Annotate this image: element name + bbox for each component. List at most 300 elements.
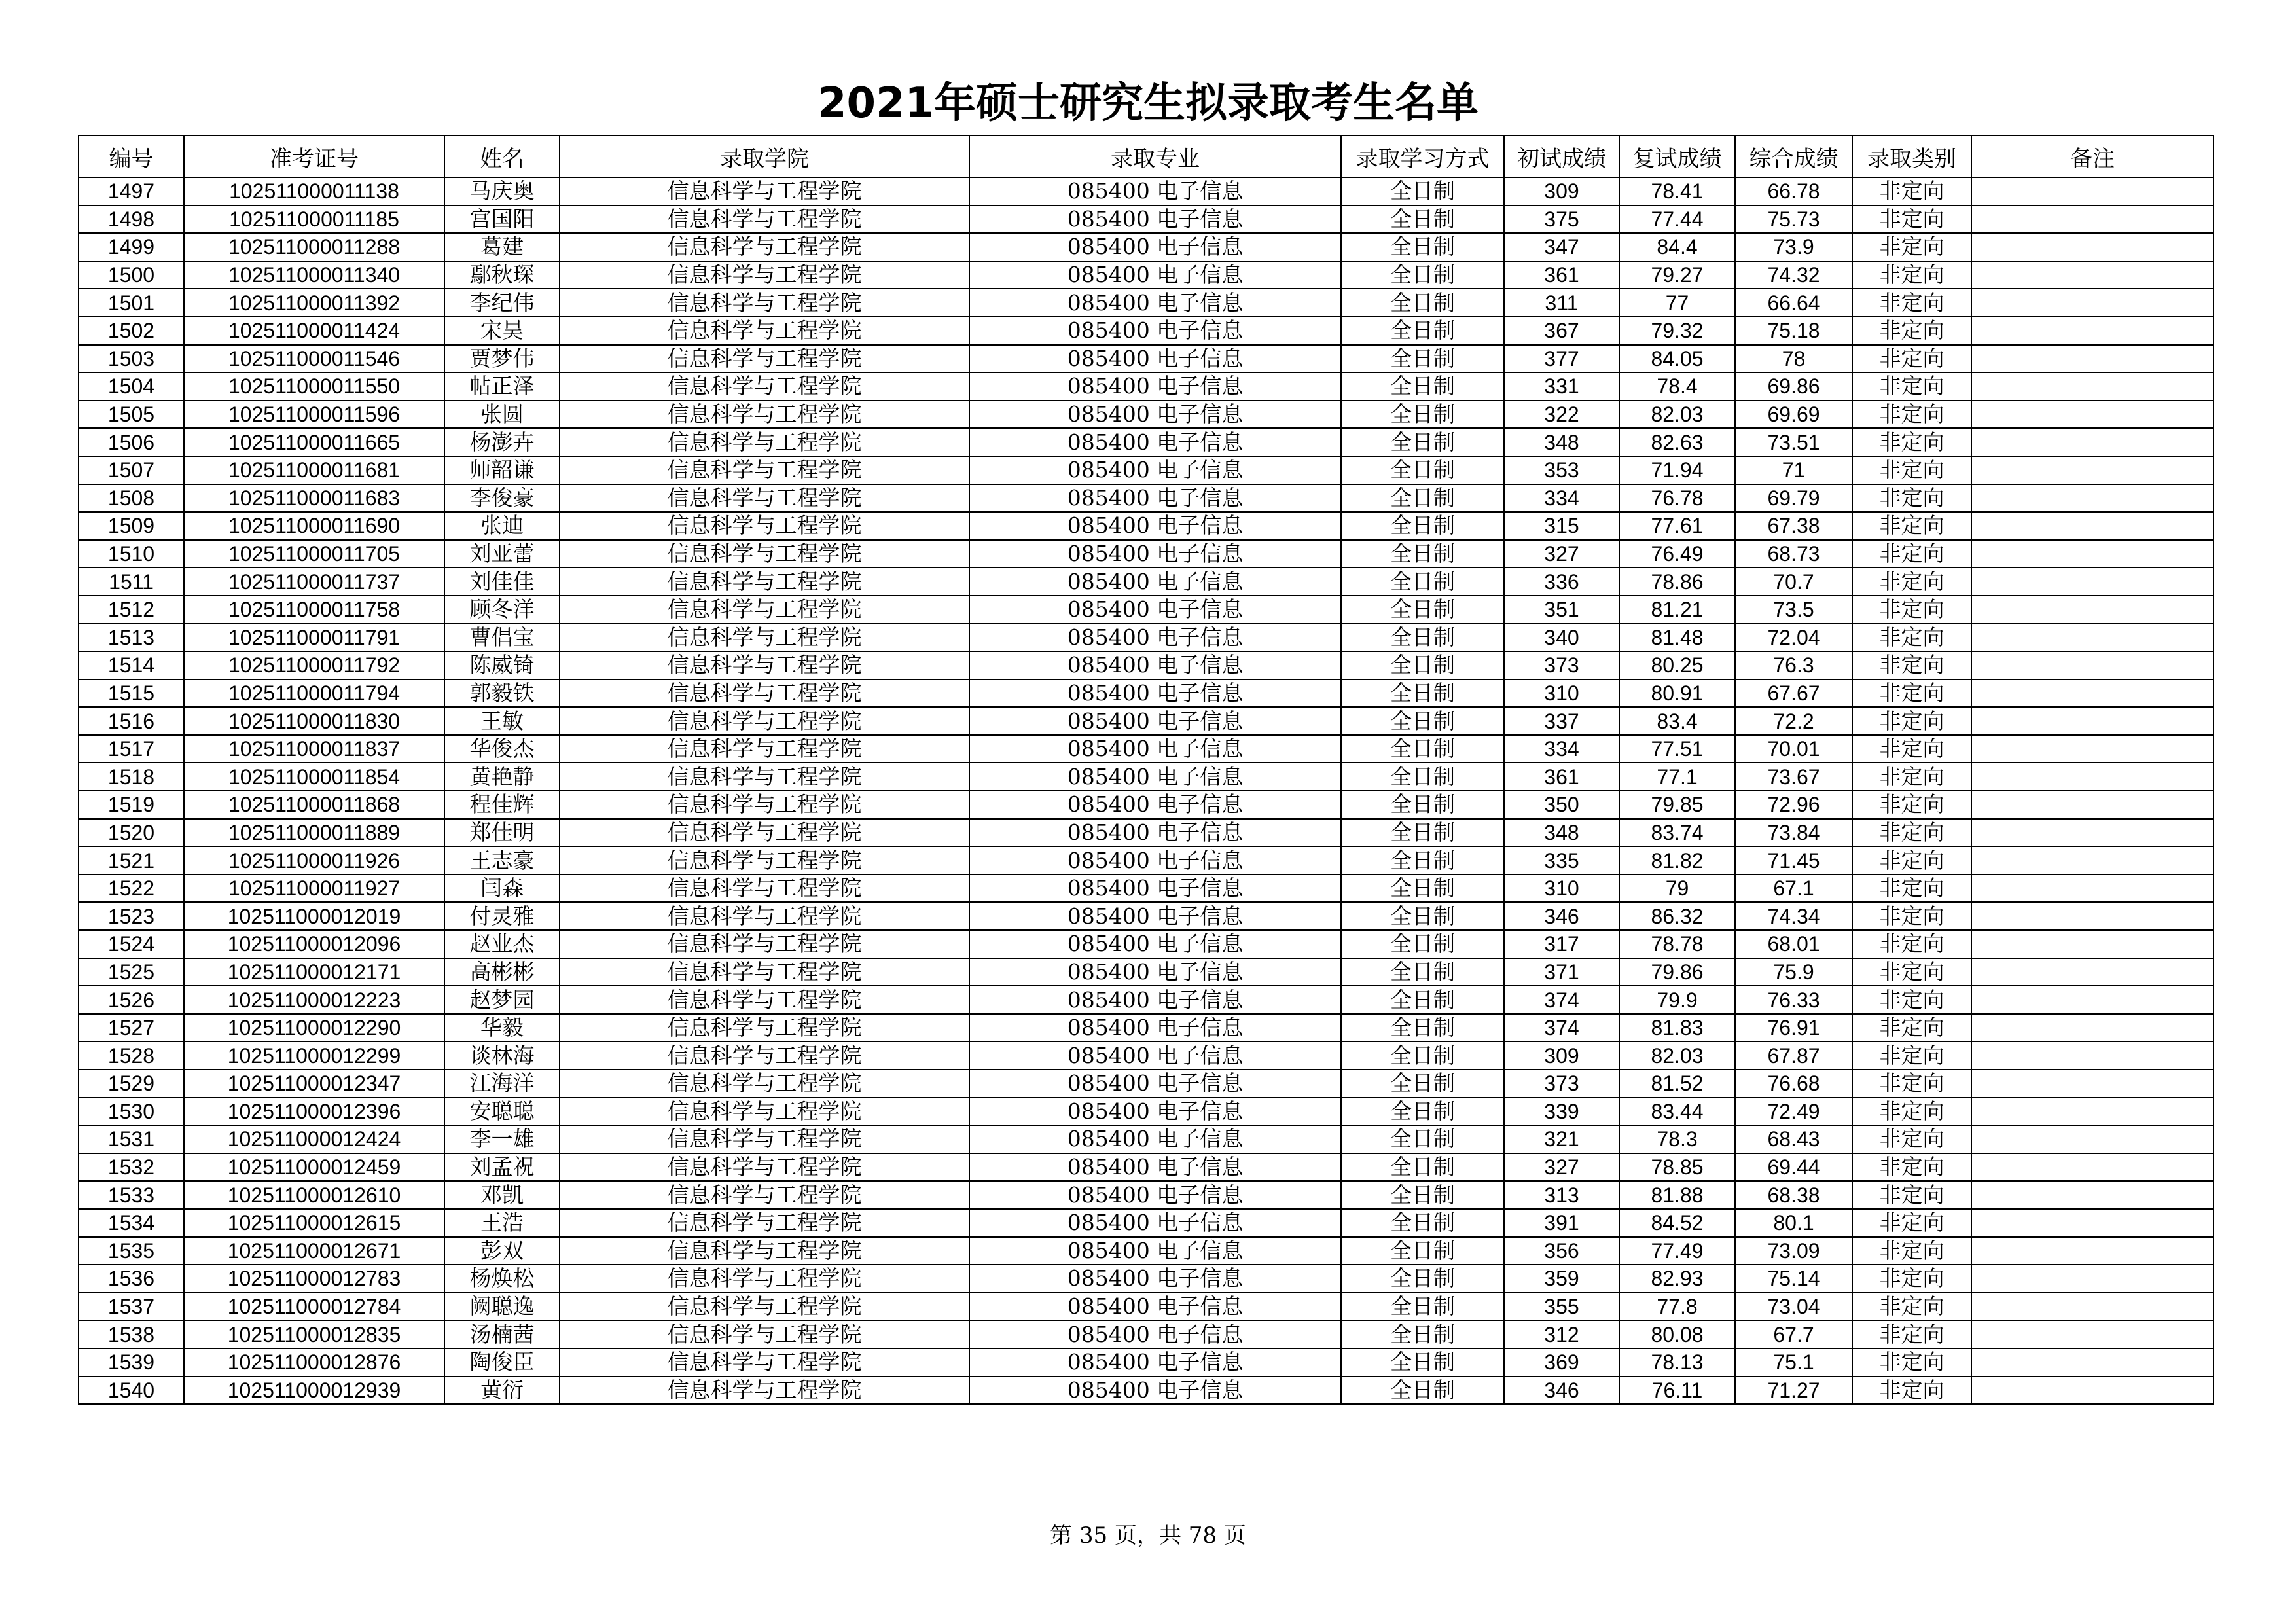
name-cell: 贾梦伟 bbox=[444, 345, 560, 373]
row-number-cell: 1521 bbox=[79, 846, 184, 875]
row-number-cell: 1523 bbox=[79, 902, 184, 930]
retest-score-cell: 78.78 bbox=[1619, 930, 1735, 958]
college-cell: 信息科学与工程学院 bbox=[560, 707, 969, 735]
retest-score-cell: 83.74 bbox=[1619, 819, 1735, 847]
name-cell: 黄衍 bbox=[444, 1377, 560, 1405]
college-cell: 信息科学与工程学院 bbox=[560, 1293, 969, 1321]
category-cell: 非定向 bbox=[1852, 875, 1971, 903]
college-cell: 信息科学与工程学院 bbox=[560, 540, 969, 568]
name-cell: 曹倡宝 bbox=[444, 624, 560, 652]
initial-score-cell: 337 bbox=[1504, 707, 1619, 735]
header-cell: 录取类别 bbox=[1852, 135, 1971, 177]
initial-score-cell: 322 bbox=[1504, 401, 1619, 429]
total-score-cell: 69.69 bbox=[1735, 401, 1852, 429]
college-cell: 信息科学与工程学院 bbox=[560, 763, 969, 791]
category-cell: 非定向 bbox=[1852, 902, 1971, 930]
study-mode-cell: 全日制 bbox=[1341, 1181, 1504, 1209]
major-cell: 085400 电子信息 bbox=[969, 177, 1341, 206]
exam-id-cell: 102511000011690 bbox=[184, 512, 444, 540]
row-number-cell: 1514 bbox=[79, 651, 184, 679]
college-cell: 信息科学与工程学院 bbox=[560, 679, 969, 708]
name-cell: 黄艳静 bbox=[444, 763, 560, 791]
name-cell: 彭双 bbox=[444, 1237, 560, 1265]
total-score-cell: 73.9 bbox=[1735, 233, 1852, 261]
exam-id-cell: 102511000011794 bbox=[184, 679, 444, 708]
college-cell: 信息科学与工程学院 bbox=[560, 1348, 969, 1377]
table-row bbox=[79, 289, 2214, 317]
total-score-cell: 69.79 bbox=[1735, 484, 1852, 513]
table-row bbox=[79, 930, 2214, 958]
initial-score-cell: 309 bbox=[1504, 177, 1619, 206]
initial-score-cell: 359 bbox=[1504, 1265, 1619, 1293]
total-score-cell: 75.1 bbox=[1735, 1348, 1852, 1377]
initial-score-cell: 335 bbox=[1504, 846, 1619, 875]
name-cell: 安聪聪 bbox=[444, 1098, 560, 1126]
category-cell: 非定向 bbox=[1852, 651, 1971, 679]
college-cell: 信息科学与工程学院 bbox=[560, 206, 969, 234]
table-row bbox=[79, 1377, 2214, 1405]
name-cell: 赵业杰 bbox=[444, 930, 560, 958]
row-number-cell: 1536 bbox=[79, 1265, 184, 1293]
college-cell: 信息科学与工程学院 bbox=[560, 1070, 969, 1098]
major-cell: 085400 电子信息 bbox=[969, 1070, 1341, 1098]
remark-cell bbox=[1971, 986, 2214, 1014]
total-score-cell: 71.27 bbox=[1735, 1377, 1852, 1405]
category-cell: 非定向 bbox=[1852, 679, 1971, 708]
total-score-cell: 72.04 bbox=[1735, 624, 1852, 652]
row-number-cell: 1538 bbox=[79, 1320, 184, 1348]
name-cell: 汤楠茜 bbox=[444, 1320, 560, 1348]
total-score-cell: 74.34 bbox=[1735, 902, 1852, 930]
study-mode-cell: 全日制 bbox=[1341, 679, 1504, 708]
college-cell: 信息科学与工程学院 bbox=[560, 512, 969, 540]
category-cell: 非定向 bbox=[1852, 846, 1971, 875]
total-score-cell: 68.01 bbox=[1735, 930, 1852, 958]
initial-score-cell: 309 bbox=[1504, 1041, 1619, 1070]
remark-cell bbox=[1971, 819, 2214, 847]
total-score-cell: 73.09 bbox=[1735, 1237, 1852, 1265]
retest-score-cell: 79.27 bbox=[1619, 261, 1735, 289]
total-score-cell: 73.67 bbox=[1735, 763, 1852, 791]
major-cell: 085400 电子信息 bbox=[969, 986, 1341, 1014]
exam-id-cell: 102511000012347 bbox=[184, 1070, 444, 1098]
table-row bbox=[79, 401, 2214, 429]
major-cell: 085400 电子信息 bbox=[969, 1348, 1341, 1377]
name-cell: 刘佳佳 bbox=[444, 568, 560, 596]
college-cell: 信息科学与工程学院 bbox=[560, 456, 969, 484]
remark-cell bbox=[1971, 735, 2214, 763]
table-row bbox=[79, 1041, 2214, 1070]
retest-score-cell: 84.05 bbox=[1619, 345, 1735, 373]
study-mode-cell: 全日制 bbox=[1341, 1377, 1504, 1405]
name-cell: 郭毅铁 bbox=[444, 679, 560, 708]
major-cell: 085400 电子信息 bbox=[969, 317, 1341, 345]
retest-score-cell: 82.03 bbox=[1619, 1041, 1735, 1070]
major-cell: 085400 电子信息 bbox=[969, 1098, 1341, 1126]
college-cell: 信息科学与工程学院 bbox=[560, 1181, 969, 1209]
exam-id-cell: 102511000012876 bbox=[184, 1348, 444, 1377]
retest-score-cell: 84.4 bbox=[1619, 233, 1735, 261]
remark-cell bbox=[1971, 1237, 2214, 1265]
college-cell: 信息科学与工程学院 bbox=[560, 875, 969, 903]
major-cell: 085400 电子信息 bbox=[969, 846, 1341, 875]
category-cell: 非定向 bbox=[1852, 540, 1971, 568]
remark-cell bbox=[1971, 930, 2214, 958]
retest-score-cell: 78.4 bbox=[1619, 372, 1735, 401]
row-number-cell: 1529 bbox=[79, 1070, 184, 1098]
total-score-cell: 72.2 bbox=[1735, 707, 1852, 735]
category-cell: 非定向 bbox=[1852, 568, 1971, 596]
exam-id-cell: 102511000012171 bbox=[184, 958, 444, 986]
major-cell: 085400 电子信息 bbox=[969, 1237, 1341, 1265]
table-row bbox=[79, 735, 2214, 763]
study-mode-cell: 全日制 bbox=[1341, 651, 1504, 679]
total-score-cell: 80.1 bbox=[1735, 1209, 1852, 1237]
study-mode-cell: 全日制 bbox=[1341, 958, 1504, 986]
initial-score-cell: 350 bbox=[1504, 791, 1619, 819]
major-cell: 085400 电子信息 bbox=[969, 1209, 1341, 1237]
exam-id-cell: 102511000011737 bbox=[184, 568, 444, 596]
exam-id-cell: 102511000011791 bbox=[184, 624, 444, 652]
row-number-cell: 1512 bbox=[79, 596, 184, 624]
header-cell: 综合成绩 bbox=[1735, 135, 1852, 177]
table-row bbox=[79, 1265, 2214, 1293]
category-cell: 非定向 bbox=[1852, 930, 1971, 958]
total-score-cell: 74.32 bbox=[1735, 261, 1852, 289]
college-cell: 信息科学与工程学院 bbox=[560, 401, 969, 429]
name-cell: 华毅 bbox=[444, 1014, 560, 1042]
college-cell: 信息科学与工程学院 bbox=[560, 1377, 969, 1405]
retest-score-cell: 81.82 bbox=[1619, 846, 1735, 875]
category-cell: 非定向 bbox=[1852, 1293, 1971, 1321]
college-cell: 信息科学与工程学院 bbox=[560, 735, 969, 763]
exam-id-cell: 102511000012939 bbox=[184, 1377, 444, 1405]
exam-id-cell: 102511000011392 bbox=[184, 289, 444, 317]
row-number-cell: 1520 bbox=[79, 819, 184, 847]
table-row bbox=[79, 651, 2214, 679]
college-cell: 信息科学与工程学院 bbox=[560, 261, 969, 289]
name-cell: 李纪伟 bbox=[444, 289, 560, 317]
name-cell: 赵梦园 bbox=[444, 986, 560, 1014]
initial-score-cell: 351 bbox=[1504, 596, 1619, 624]
major-cell: 085400 电子信息 bbox=[969, 902, 1341, 930]
exam-id-cell: 102511000012019 bbox=[184, 902, 444, 930]
name-cell: 谈林海 bbox=[444, 1041, 560, 1070]
table-row bbox=[79, 1098, 2214, 1126]
college-cell: 信息科学与工程学院 bbox=[560, 902, 969, 930]
row-number-cell: 1532 bbox=[79, 1153, 184, 1182]
initial-score-cell: 361 bbox=[1504, 763, 1619, 791]
retest-score-cell: 78.13 bbox=[1619, 1348, 1735, 1377]
major-cell: 085400 电子信息 bbox=[969, 735, 1341, 763]
study-mode-cell: 全日制 bbox=[1341, 902, 1504, 930]
initial-score-cell: 327 bbox=[1504, 540, 1619, 568]
row-number-cell: 1537 bbox=[79, 1293, 184, 1321]
study-mode-cell: 全日制 bbox=[1341, 707, 1504, 735]
table-row bbox=[79, 1014, 2214, 1042]
name-cell: 程佳辉 bbox=[444, 791, 560, 819]
initial-score-cell: 334 bbox=[1504, 735, 1619, 763]
college-cell: 信息科学与工程学院 bbox=[560, 791, 969, 819]
retest-score-cell: 76.11 bbox=[1619, 1377, 1735, 1405]
study-mode-cell: 全日制 bbox=[1341, 484, 1504, 513]
major-cell: 085400 电子信息 bbox=[969, 791, 1341, 819]
initial-score-cell: 310 bbox=[1504, 679, 1619, 708]
exam-id-cell: 102511000012459 bbox=[184, 1153, 444, 1182]
remark-cell bbox=[1971, 568, 2214, 596]
retest-score-cell: 80.25 bbox=[1619, 651, 1735, 679]
exam-id-cell: 102511000012835 bbox=[184, 1320, 444, 1348]
college-cell: 信息科学与工程学院 bbox=[560, 317, 969, 345]
table-row bbox=[79, 372, 2214, 401]
row-number-cell: 1534 bbox=[79, 1209, 184, 1237]
name-cell: 刘亚蕾 bbox=[444, 540, 560, 568]
table-row bbox=[79, 345, 2214, 373]
total-score-cell: 73.04 bbox=[1735, 1293, 1852, 1321]
study-mode-cell: 全日制 bbox=[1341, 1348, 1504, 1377]
category-cell: 非定向 bbox=[1852, 401, 1971, 429]
major-cell: 085400 电子信息 bbox=[969, 1181, 1341, 1209]
remark-cell bbox=[1971, 1320, 2214, 1348]
initial-score-cell: 334 bbox=[1504, 484, 1619, 513]
row-number-cell: 1530 bbox=[79, 1098, 184, 1126]
study-mode-cell: 全日制 bbox=[1341, 540, 1504, 568]
remark-cell bbox=[1971, 177, 2214, 206]
initial-score-cell: 375 bbox=[1504, 206, 1619, 234]
retest-score-cell: 76.78 bbox=[1619, 484, 1735, 513]
remark-cell bbox=[1971, 707, 2214, 735]
initial-score-cell: 315 bbox=[1504, 512, 1619, 540]
exam-id-cell: 102511000012396 bbox=[184, 1098, 444, 1126]
study-mode-cell: 全日制 bbox=[1341, 317, 1504, 345]
college-cell: 信息科学与工程学院 bbox=[560, 1125, 969, 1153]
retest-score-cell: 77.8 bbox=[1619, 1293, 1735, 1321]
remark-cell bbox=[1971, 1181, 2214, 1209]
category-cell: 非定向 bbox=[1852, 791, 1971, 819]
table-row bbox=[79, 1181, 2214, 1209]
table-row bbox=[79, 958, 2214, 986]
remark-cell bbox=[1971, 1348, 2214, 1377]
total-score-cell: 76.91 bbox=[1735, 1014, 1852, 1042]
exam-id-cell: 102511000012615 bbox=[184, 1209, 444, 1237]
retest-score-cell: 83.44 bbox=[1619, 1098, 1735, 1126]
name-cell: 华俊杰 bbox=[444, 735, 560, 763]
major-cell: 085400 电子信息 bbox=[969, 1125, 1341, 1153]
header-cell: 初试成绩 bbox=[1504, 135, 1619, 177]
retest-score-cell: 77.49 bbox=[1619, 1237, 1735, 1265]
initial-score-cell: 346 bbox=[1504, 902, 1619, 930]
study-mode-cell: 全日制 bbox=[1341, 233, 1504, 261]
row-number-cell: 1535 bbox=[79, 1237, 184, 1265]
initial-score-cell: 371 bbox=[1504, 958, 1619, 986]
initial-score-cell: 356 bbox=[1504, 1237, 1619, 1265]
table-row bbox=[79, 512, 2214, 540]
remark-cell bbox=[1971, 875, 2214, 903]
initial-score-cell: 348 bbox=[1504, 819, 1619, 847]
major-cell: 085400 电子信息 bbox=[969, 1014, 1341, 1042]
total-score-cell: 69.86 bbox=[1735, 372, 1852, 401]
exam-id-cell: 102511000012610 bbox=[184, 1181, 444, 1209]
study-mode-cell: 全日制 bbox=[1341, 177, 1504, 206]
remark-cell bbox=[1971, 596, 2214, 624]
initial-score-cell: 377 bbox=[1504, 345, 1619, 373]
initial-score-cell: 355 bbox=[1504, 1293, 1619, 1321]
initial-score-cell: 313 bbox=[1504, 1181, 1619, 1209]
study-mode-cell: 全日制 bbox=[1341, 1041, 1504, 1070]
row-number-cell: 1502 bbox=[79, 317, 184, 345]
total-score-cell: 72.96 bbox=[1735, 791, 1852, 819]
study-mode-cell: 全日制 bbox=[1341, 1265, 1504, 1293]
exam-id-cell: 102511000011546 bbox=[184, 345, 444, 373]
initial-score-cell: 331 bbox=[1504, 372, 1619, 401]
college-cell: 信息科学与工程学院 bbox=[560, 1237, 969, 1265]
row-number-cell: 1515 bbox=[79, 679, 184, 708]
retest-score-cell: 78.85 bbox=[1619, 1153, 1735, 1182]
study-mode-cell: 全日制 bbox=[1341, 512, 1504, 540]
remark-cell bbox=[1971, 679, 2214, 708]
row-number-cell: 1505 bbox=[79, 401, 184, 429]
major-cell: 085400 电子信息 bbox=[969, 1320, 1341, 1348]
major-cell: 085400 电子信息 bbox=[969, 261, 1341, 289]
college-cell: 信息科学与工程学院 bbox=[560, 846, 969, 875]
exam-id-cell: 102511000012784 bbox=[184, 1293, 444, 1321]
row-number-cell: 1510 bbox=[79, 540, 184, 568]
retest-score-cell: 84.52 bbox=[1619, 1209, 1735, 1237]
retest-score-cell: 77.44 bbox=[1619, 206, 1735, 234]
college-cell: 信息科学与工程学院 bbox=[560, 233, 969, 261]
total-score-cell: 78 bbox=[1735, 345, 1852, 373]
major-cell: 085400 电子信息 bbox=[969, 512, 1341, 540]
exam-id-cell: 102511000012290 bbox=[184, 1014, 444, 1042]
retest-score-cell: 80.08 bbox=[1619, 1320, 1735, 1348]
table-row bbox=[79, 1293, 2214, 1321]
study-mode-cell: 全日制 bbox=[1341, 1320, 1504, 1348]
total-score-cell: 75.18 bbox=[1735, 317, 1852, 345]
major-cell: 085400 电子信息 bbox=[969, 428, 1341, 456]
category-cell: 非定向 bbox=[1852, 763, 1971, 791]
major-cell: 085400 电子信息 bbox=[969, 651, 1341, 679]
name-cell: 陈威锜 bbox=[444, 651, 560, 679]
row-number-cell: 1528 bbox=[79, 1041, 184, 1070]
college-cell: 信息科学与工程学院 bbox=[560, 428, 969, 456]
college-cell: 信息科学与工程学院 bbox=[560, 1098, 969, 1126]
initial-score-cell: 321 bbox=[1504, 1125, 1619, 1153]
table-row bbox=[79, 317, 2214, 345]
row-number-cell: 1524 bbox=[79, 930, 184, 958]
row-number-cell: 1499 bbox=[79, 233, 184, 261]
table-row bbox=[79, 707, 2214, 735]
study-mode-cell: 全日制 bbox=[1341, 289, 1504, 317]
initial-score-cell: 361 bbox=[1504, 261, 1619, 289]
remark-cell bbox=[1971, 261, 2214, 289]
initial-score-cell: 317 bbox=[1504, 930, 1619, 958]
college-cell: 信息科学与工程学院 bbox=[560, 958, 969, 986]
row-number-cell: 1533 bbox=[79, 1181, 184, 1209]
category-cell: 非定向 bbox=[1852, 958, 1971, 986]
category-cell: 非定向 bbox=[1852, 233, 1971, 261]
major-cell: 085400 电子信息 bbox=[969, 233, 1341, 261]
initial-score-cell: 374 bbox=[1504, 1014, 1619, 1042]
study-mode-cell: 全日制 bbox=[1341, 456, 1504, 484]
exam-id-cell: 102511000011665 bbox=[184, 428, 444, 456]
table-row bbox=[79, 568, 2214, 596]
remark-cell bbox=[1971, 902, 2214, 930]
exam-id-cell: 102511000012671 bbox=[184, 1237, 444, 1265]
category-cell: 非定向 bbox=[1852, 1320, 1971, 1348]
header-cell: 姓名 bbox=[444, 135, 560, 177]
category-cell: 非定向 bbox=[1852, 456, 1971, 484]
row-number-cell: 1504 bbox=[79, 372, 184, 401]
college-cell: 信息科学与工程学院 bbox=[560, 930, 969, 958]
study-mode-cell: 全日制 bbox=[1341, 1098, 1504, 1126]
name-cell: 付灵雅 bbox=[444, 902, 560, 930]
exam-id-cell: 102511000011681 bbox=[184, 456, 444, 484]
page-title: 2021年硕士研究生拟录取考生名单 bbox=[817, 79, 1479, 128]
category-cell: 非定向 bbox=[1852, 1070, 1971, 1098]
name-cell: 杨澎卉 bbox=[444, 428, 560, 456]
study-mode-cell: 全日制 bbox=[1341, 875, 1504, 903]
remark-cell bbox=[1971, 512, 2214, 540]
college-cell: 信息科学与工程学院 bbox=[560, 1320, 969, 1348]
study-mode-cell: 全日制 bbox=[1341, 986, 1504, 1014]
college-cell: 信息科学与工程学院 bbox=[560, 289, 969, 317]
row-number-cell: 1511 bbox=[79, 568, 184, 596]
name-cell: 王浩 bbox=[444, 1209, 560, 1237]
total-score-cell: 70.7 bbox=[1735, 568, 1852, 596]
row-number-cell: 1516 bbox=[79, 707, 184, 735]
row-number-cell: 1522 bbox=[79, 875, 184, 903]
table-row bbox=[79, 679, 2214, 708]
category-cell: 非定向 bbox=[1852, 1181, 1971, 1209]
category-cell: 非定向 bbox=[1852, 1014, 1971, 1042]
exam-id-cell: 102511000011758 bbox=[184, 596, 444, 624]
college-cell: 信息科学与工程学院 bbox=[560, 596, 969, 624]
initial-score-cell: 327 bbox=[1504, 1153, 1619, 1182]
retest-score-cell: 81.88 bbox=[1619, 1181, 1735, 1209]
retest-score-cell: 76.49 bbox=[1619, 540, 1735, 568]
exam-id-cell: 102511000011830 bbox=[184, 707, 444, 735]
study-mode-cell: 全日制 bbox=[1341, 1153, 1504, 1182]
row-number-cell: 1507 bbox=[79, 456, 184, 484]
name-cell: 张迪 bbox=[444, 512, 560, 540]
exam-id-cell: 102511000011926 bbox=[184, 846, 444, 875]
remark-cell bbox=[1971, 540, 2214, 568]
remark-cell bbox=[1971, 1153, 2214, 1182]
name-cell: 王敏 bbox=[444, 707, 560, 735]
header-cell: 录取学院 bbox=[560, 135, 969, 177]
initial-score-cell: 346 bbox=[1504, 1377, 1619, 1405]
table-row bbox=[79, 540, 2214, 568]
table-row bbox=[79, 456, 2214, 484]
row-number-cell: 1506 bbox=[79, 428, 184, 456]
remark-cell bbox=[1971, 763, 2214, 791]
exam-id-cell: 102511000011837 bbox=[184, 735, 444, 763]
study-mode-cell: 全日制 bbox=[1341, 1070, 1504, 1098]
college-cell: 信息科学与工程学院 bbox=[560, 624, 969, 652]
row-number-cell: 1503 bbox=[79, 345, 184, 373]
remark-cell bbox=[1971, 791, 2214, 819]
table-row bbox=[79, 484, 2214, 513]
exam-id-cell: 102511000011288 bbox=[184, 233, 444, 261]
college-cell: 信息科学与工程学院 bbox=[560, 177, 969, 206]
row-number-cell: 1498 bbox=[79, 206, 184, 234]
table-row bbox=[79, 986, 2214, 1014]
study-mode-cell: 全日制 bbox=[1341, 791, 1504, 819]
category-cell: 非定向 bbox=[1852, 596, 1971, 624]
major-cell: 085400 电子信息 bbox=[969, 875, 1341, 903]
category-cell: 非定向 bbox=[1852, 317, 1971, 345]
major-cell: 085400 电子信息 bbox=[969, 1377, 1341, 1405]
